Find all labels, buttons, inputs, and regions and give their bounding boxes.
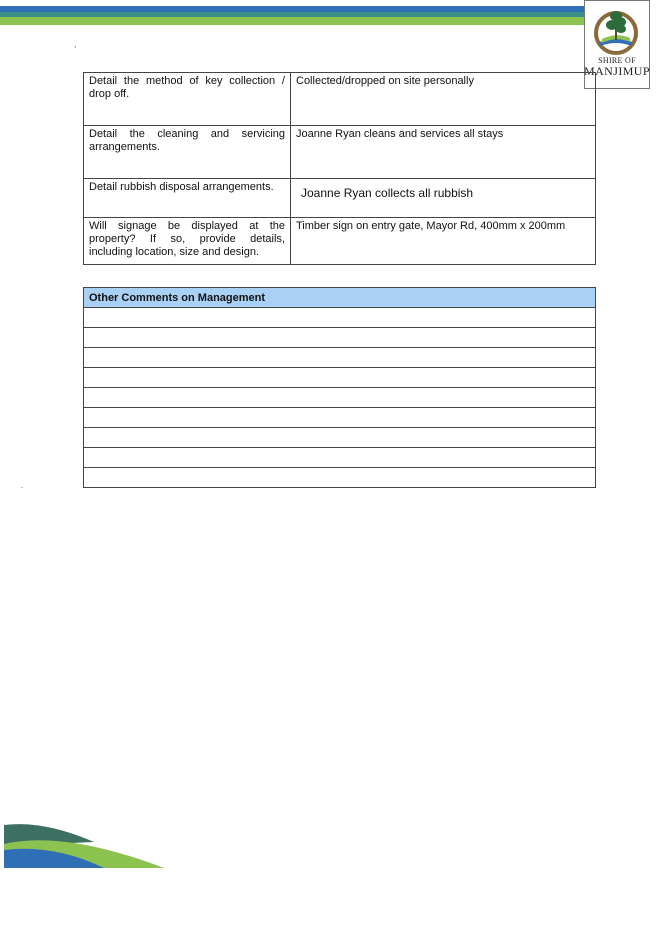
question-cell: Detail rubbish disposal arrangements. [84,179,291,218]
answer-cell: Joanne Ryan cleans and services all stays [291,126,596,179]
question-cell: Detail the cleaning and servicing arrangements. [84,126,291,179]
table-row [84,308,596,328]
comment-line[interactable] [84,468,596,488]
answer-cell: Collected/dropped on site personally [291,73,596,126]
question-cell: Will signage be displayed at the property? If so, provide details, including location, size and design. [84,218,291,265]
scan-mark: , [74,40,77,49]
comment-line[interactable] [84,408,596,428]
management-details-table [83,72,596,265]
logo-manjimup-text: MANJIMUP [584,64,650,78]
table-row [84,73,596,126]
comment-line[interactable] [84,428,596,448]
table-row [84,408,596,428]
comment-line[interactable] [84,328,596,348]
table-row [84,126,596,179]
table-row [84,218,596,265]
scan-mark: . [21,481,24,490]
comments-heading: Other Comments on Management [84,288,596,308]
table-row [84,328,596,348]
question-cell: Detail the method of key collection / drop off. [84,73,291,126]
table-row [84,179,596,218]
comment-line[interactable] [84,388,596,408]
footer-swoosh-icon [4,820,174,875]
answer-cell: Timber sign on entry gate, Mayor Rd, 400mm x 200mm [291,218,596,265]
table-row [84,388,596,408]
comment-line[interactable] [84,348,596,368]
table-row [84,348,596,368]
logo-shire-text: SHIRE OF [598,56,636,65]
comment-line[interactable] [84,368,596,388]
comment-line[interactable] [84,448,596,468]
table-row [84,468,596,488]
comment-line[interactable] [84,308,596,328]
table-row [84,448,596,468]
table-row [84,368,596,388]
tree-emblem-icon [590,6,642,58]
table-row [84,428,596,448]
answer-cell: Joanne Ryan collects all rubbish [291,179,596,218]
comments-header-row [84,288,596,308]
header-band-green [0,17,585,25]
other-comments-table [83,287,596,488]
